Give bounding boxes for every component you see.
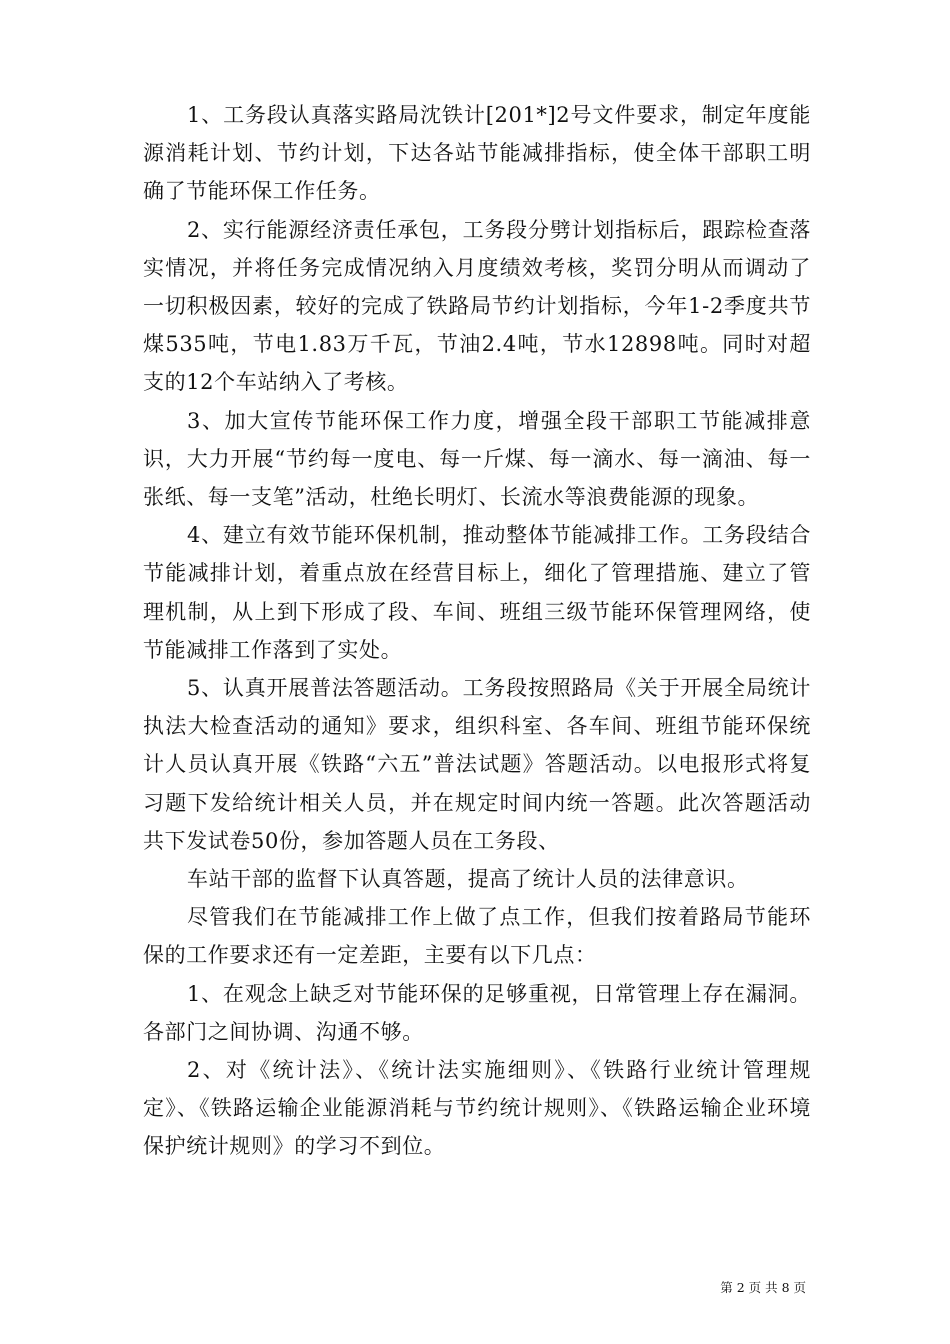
paragraph-item-4: 4、建立有效节能环保机制，推动整体节能减排工作。工务段结合节能减排计划，着重点放在经营目标上，细化了管理措施、建立了管理机制，从上到下形成了段、车间、班组三级节能环保管理网络，使节能减排工作落到了实处。 <box>143 523 811 662</box>
paragraph-item-5: 5、认真开展普法答题活动。工务段按照路局《关于开展全局统计执法大检查活动的通知》要求，组织科室、各车间、班组节能环保统计人员认真开展《铁路“六五”普法试题》答题活动。以电报形式将复习题下发给统计相关人员，并在规定时间内统一答题。此次答题活动共下发试卷50份，参加答题人员在工务段、 <box>143 676 811 853</box>
paragraph-issue-1: 1、在观念上缺乏对节能环保的足够重视，日常管理上存在漏洞。各部门之间协调、沟通不够。 <box>143 981 811 1044</box>
paragraph-item-3: 3、加大宣传节能环保工作力度，增强全段干部职工节能减排意识，大力开展“节约每一度电、每一斤煤、每一滴水、每一滴油、每一张纸、每一支笔”活动，杜绝长明灯、长流水等浪费能源的现象。 <box>143 408 811 510</box>
document-body <box>143 96 811 1166</box>
page-number-footer: 第 2 页 共 8 页 <box>720 1280 806 1295</box>
paragraph-continuation: 车站干部的监督下认真答题，提高了统计人员的法律意识。 <box>187 867 749 892</box>
paragraph-item-2: 2、实行能源经济责任承包，工务段分劈计划指标后，跟踪检查落实情况，并将任务完成情况纳入月度绩效考核，奖罚分明从而调动了一切积极因素，较好的完成了铁路局节约计划指标，今年1-2季度共节煤535吨，节电1.83万千瓦，节油2.4吨，节水12898吨。同时对超支的12个车站纳入了考核。 <box>143 217 811 395</box>
paragraph-issue-2: 2、对《统计法》、《统计法实施细则》、《铁路行业统计管理规定》、《铁路运输企业能源消耗与节约统计规则》、《铁路运输企业环境保护统计规则》的学习不到位。 <box>143 1058 811 1159</box>
paragraph-item-1: 1、工务段认真落实路局沈铁计[201*]2号文件要求，制定年度能源消耗计划、节约计划，下达各站节能减排指标，使全体干部职工明确了节能环保工作任务。 <box>143 103 811 204</box>
paragraph-summary: 尽管我们在节能减排工作上做了点工作，但我们按着路局节能环保的工作要求还有一定差距，主要有以下几点： <box>143 905 811 968</box>
